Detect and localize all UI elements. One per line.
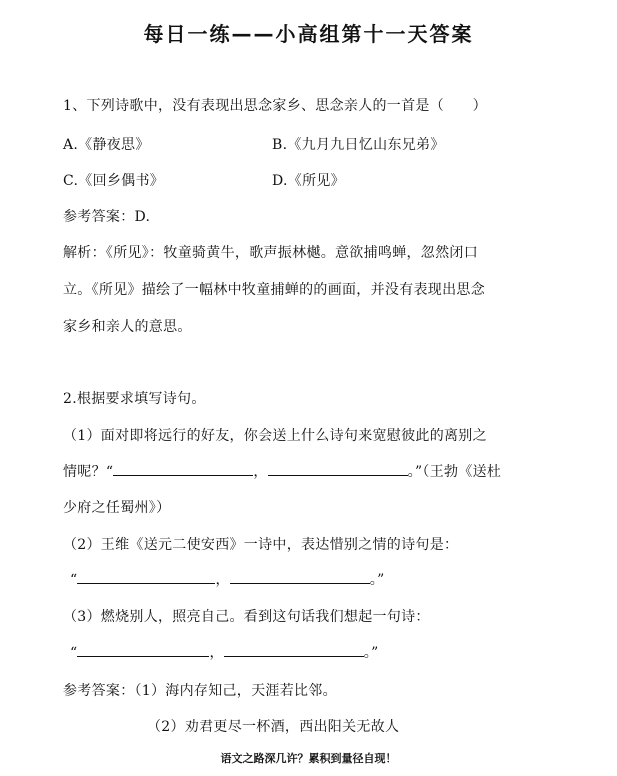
q1-option-a: A.《静夜思》 <box>63 137 150 153</box>
answer-blank[interactable] <box>268 461 408 476</box>
q1-option-d: D.《所见》 <box>272 173 345 189</box>
q2-answer-row <box>63 680 337 700</box>
q1-option-c: C.《回乡偶书》 <box>63 173 165 189</box>
q1-analysis-line: 解析：《所见》：牧童骑黄牛，歌声振林樾。意欲捕鸣蝉，忽然闭口 <box>63 245 478 261</box>
q2-sub2-open-quote: “ <box>70 572 78 588</box>
footer-motto: 语文之路深几许？累积到量径自现！ <box>220 752 397 765</box>
q2-sub3-close: 。” <box>363 645 379 661</box>
answer-blank[interactable] <box>77 642 209 657</box>
q2-sub2-comma: ， <box>215 572 230 588</box>
q2-sub3-comma: ， <box>209 645 224 661</box>
answer-blank[interactable] <box>113 461 253 476</box>
q2-sub1-comma: ， <box>253 464 268 480</box>
answer-blank[interactable] <box>230 569 370 584</box>
q2-sub1-fill-line <box>63 461 501 481</box>
q2-sub3-text: （3）燃烧别人，照亮自己。看到这句话我们想起一句诗： <box>63 609 430 625</box>
q2-sub1-text: （1）面对即将远行的好友，你会送上什么诗句来宽慰彼此的离别之 <box>63 428 487 444</box>
q2-sub3-fill-line <box>70 642 379 662</box>
q2-title: 2.根据要求填写诗句。 <box>63 391 206 407</box>
q2-answer-label: 参考答案： <box>63 683 135 699</box>
q2-sub2-text: （2）王维《送元二使安西》一诗中，表达惜别之情的诗句是： <box>63 537 459 553</box>
answer-blank[interactable] <box>77 569 215 584</box>
q2-sub3-open-quote: “ <box>70 645 78 661</box>
q2-sub1-source: 少府之任蜀州》） <box>63 500 171 516</box>
q1-analysis-line: 立。《所见》描绘了一幅林中牧童捕蝉的的画面，并没有表现出思念 <box>63 282 485 298</box>
q2-sub2-fill-line <box>70 569 385 589</box>
page-title: 每日一练——小高组第十一天答案 <box>143 22 474 46</box>
q2-sub2-close: 。” <box>369 572 385 588</box>
q2-answer-item: （2）劝君更尽一杯酒，西出阳关无故人 <box>147 719 400 735</box>
q2-sub1-prefix: 情呢？“ <box>63 464 114 480</box>
answer-blank[interactable] <box>224 642 364 657</box>
q2-sub1-suffix: 。”（王勃《送杜 <box>407 464 502 480</box>
q1-analysis-line: 家乡和亲人的意思。 <box>63 319 192 335</box>
q2-answer-item: （1）海内存知己，天涯若比邻。 <box>134 683 337 699</box>
q1-question: 1、下列诗歌中，没有表现出思念家乡、思念亲人的一首是（ ） <box>63 98 487 114</box>
q1-answer: 参考答案：D. <box>63 209 151 225</box>
q1-option-b: B.《九月九日忆山东兄弟》 <box>272 137 445 153</box>
